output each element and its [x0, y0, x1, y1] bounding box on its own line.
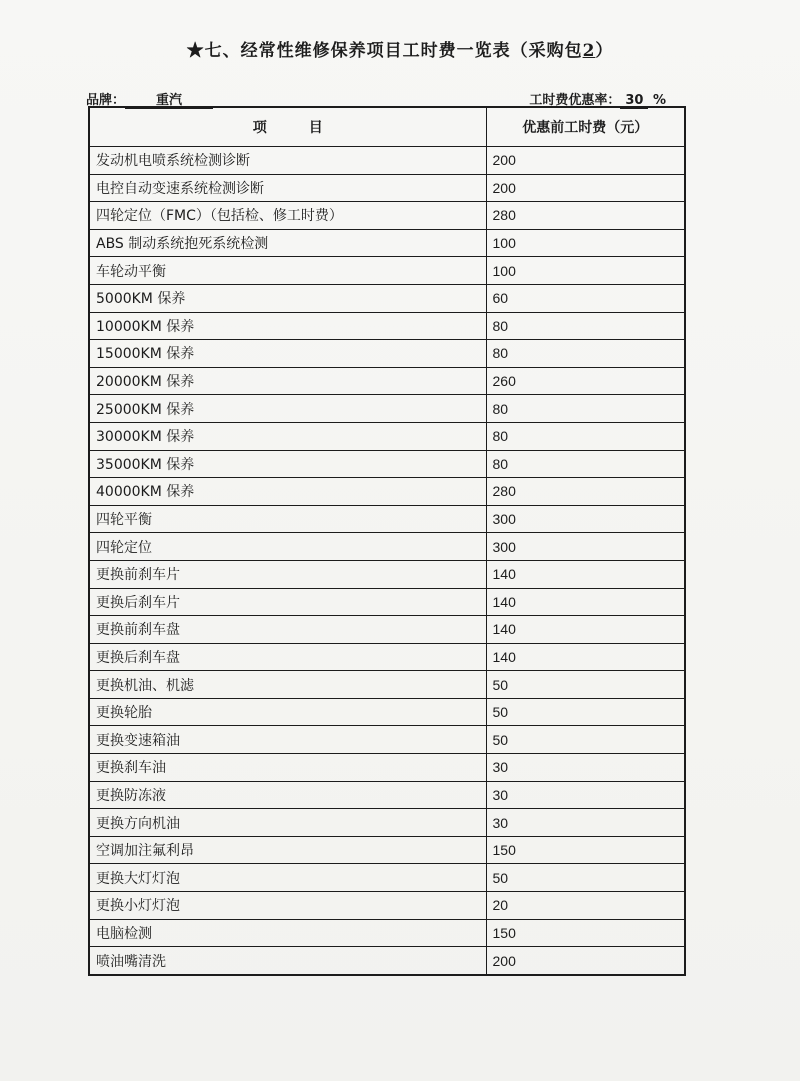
- table-row: [89, 478, 685, 506]
- row-item-name: 更换变速箱油: [89, 726, 486, 754]
- row-fee-value: 80: [486, 395, 685, 423]
- table-row: [89, 671, 685, 699]
- table-row: [89, 422, 685, 450]
- row-item-name: 更换方向机油: [89, 809, 486, 837]
- table-row: [89, 174, 685, 202]
- table-row: [89, 588, 685, 616]
- table-row: [89, 533, 685, 561]
- row-fee-value: 100: [486, 229, 685, 257]
- row-item-name: 更换轮胎: [89, 698, 486, 726]
- row-fee-value: 150: [486, 836, 685, 864]
- row-item-name: 25000KM 保养: [89, 395, 486, 423]
- table-header-row: [89, 107, 685, 147]
- row-item-name: 30000KM 保养: [89, 422, 486, 450]
- row-item-name: 更换刹车油: [89, 754, 486, 782]
- table-row: [89, 754, 685, 782]
- row-fee-value: 80: [486, 340, 685, 368]
- table-row: [89, 560, 685, 588]
- row-item-name: 5000KM 保养: [89, 284, 486, 312]
- row-fee-value: 50: [486, 864, 685, 892]
- page-title: [0, 36, 800, 61]
- row-fee-value: 50: [486, 698, 685, 726]
- table-row: [89, 284, 685, 312]
- discount-label: 工时费优惠率：: [529, 93, 621, 108]
- row-item-name: ABS 制动系统抱死系统检测: [89, 229, 486, 257]
- row-fee-value: 30: [486, 781, 685, 809]
- row-fee-value: 140: [486, 560, 685, 588]
- table-row: [89, 892, 685, 920]
- row-item-name: 10000KM 保养: [89, 312, 486, 340]
- table-row: [89, 505, 685, 533]
- row-item-name: 电控自动变速系统检测诊断: [89, 174, 486, 202]
- table-row: [89, 340, 685, 368]
- row-fee-value: 200: [486, 147, 685, 175]
- table-row: [89, 643, 685, 671]
- table-row: [89, 312, 685, 340]
- table-row: [89, 395, 685, 423]
- row-item-name: 40000KM 保养: [89, 478, 486, 506]
- row-item-name: 电脑检测: [89, 919, 486, 947]
- row-fee-value: 140: [486, 588, 685, 616]
- table-row: [89, 367, 685, 395]
- row-fee-value: 30: [486, 754, 685, 782]
- row-fee-value: 140: [486, 643, 685, 671]
- table-row: [89, 147, 685, 175]
- table-row: [89, 919, 685, 947]
- row-fee-value: 260: [486, 367, 685, 395]
- row-item-name: 四轮定位: [89, 533, 486, 561]
- table-row: [89, 836, 685, 864]
- row-fee-value: 300: [486, 505, 685, 533]
- row-fee-value: 80: [486, 312, 685, 340]
- row-item-name: 更换机油、机滤: [89, 671, 486, 699]
- row-item-name: 更换前刹车片: [89, 560, 486, 588]
- row-fee-value: 50: [486, 726, 685, 754]
- row-item-name: 更换大灯灯泡: [89, 864, 486, 892]
- table-row: [89, 202, 685, 230]
- discount-value: 30: [620, 93, 648, 109]
- row-fee-value: 200: [486, 947, 685, 975]
- row-fee-value: 60: [486, 284, 685, 312]
- table-row: [89, 809, 685, 837]
- brand-value: 重汽: [125, 93, 213, 109]
- table-row: [89, 947, 685, 975]
- labor-fee-table: [88, 106, 686, 976]
- row-item-name: 车轮动平衡: [89, 257, 486, 285]
- row-fee-value: 280: [486, 202, 685, 230]
- table-row: [89, 229, 685, 257]
- row-fee-value: 140: [486, 616, 685, 644]
- row-fee-value: 80: [486, 450, 685, 478]
- table-row: [89, 257, 685, 285]
- title-suffix: ）: [595, 41, 614, 61]
- row-fee-value: 150: [486, 919, 685, 947]
- title-prefix: ★七、经常性维修保养项目工时费一览表（采购包: [186, 41, 583, 61]
- brand-label: 品牌：: [86, 93, 126, 108]
- row-fee-value: 200: [486, 174, 685, 202]
- table-row: [89, 726, 685, 754]
- column-header-fee: 优惠前工时费（元）: [486, 107, 685, 147]
- row-fee-value: 280: [486, 478, 685, 506]
- package-number: 2: [582, 41, 596, 61]
- row-item-name: 20000KM 保养: [89, 367, 486, 395]
- row-fee-value: 300: [486, 533, 685, 561]
- row-item-name: 更换防冻液: [89, 781, 486, 809]
- row-item-name: 空调加注氟利昂: [89, 836, 486, 864]
- row-item-name: 发动机电喷系统检测诊断: [89, 147, 486, 175]
- discount-unit: %: [648, 93, 666, 108]
- row-fee-value: 20: [486, 892, 685, 920]
- table-body: [89, 147, 685, 975]
- row-item-name: 更换后刹车盘: [89, 643, 486, 671]
- table-row: [89, 616, 685, 644]
- row-item-name: 更换前刹车盘: [89, 616, 486, 644]
- row-item-name: 更换小灯灯泡: [89, 892, 486, 920]
- row-item-name: 15000KM 保养: [89, 340, 486, 368]
- row-fee-value: 100: [486, 257, 685, 285]
- table-row: [89, 698, 685, 726]
- table-row: [89, 864, 685, 892]
- row-item-name: 更换后刹车片: [89, 588, 486, 616]
- row-fee-value: 50: [486, 671, 685, 699]
- row-item-name: 四轮定位（FMC）（包括检、修工时费）: [89, 202, 486, 230]
- table-row: [89, 450, 685, 478]
- row-fee-value: 30: [486, 809, 685, 837]
- row-item-name: 35000KM 保养: [89, 450, 486, 478]
- row-item-name: 四轮平衡: [89, 505, 486, 533]
- column-header-item: 项 目: [89, 107, 486, 147]
- table-row: [89, 781, 685, 809]
- row-fee-value: 80: [486, 422, 685, 450]
- row-item-name: 喷油嘴清洗: [89, 947, 486, 975]
